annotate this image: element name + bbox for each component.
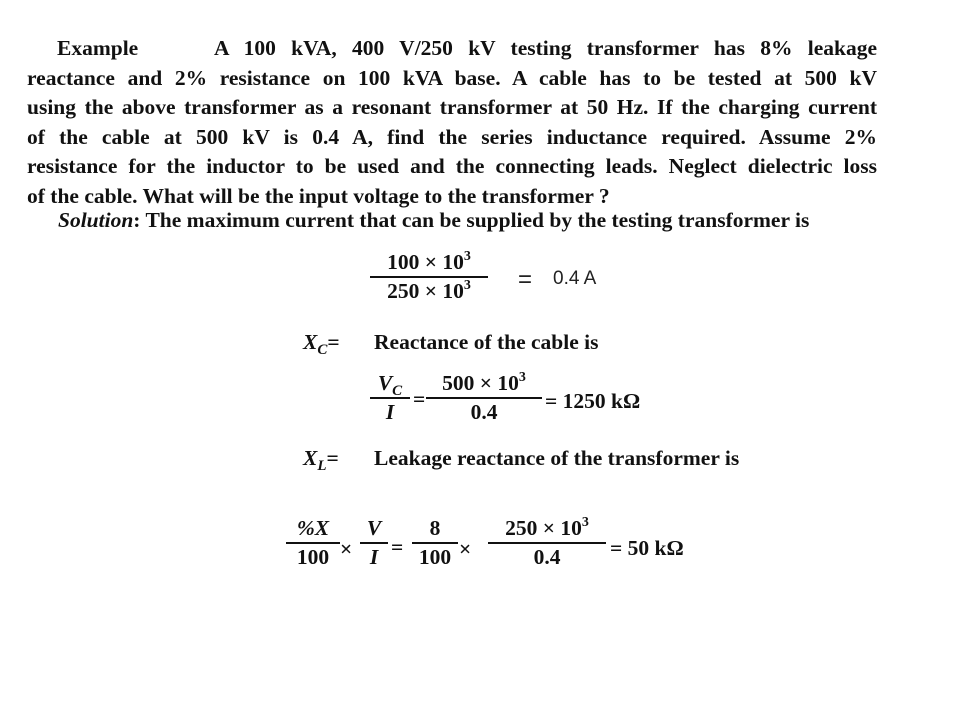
xl-description: Leakage reactance of the transformer is	[374, 446, 740, 470]
example-line-4: of the cable at 500 kV is 0.4 A, find the series inductance required. Assume 2%	[27, 124, 877, 149]
solution-label: Solution	[58, 208, 134, 232]
xc-result: = 1250 kΩ	[545, 389, 641, 413]
example-paragraph	[27, 34, 877, 211]
example-line-6: of the cable. What will be the input voltage to the transformer ?	[27, 183, 610, 208]
eq1-fraction	[370, 250, 488, 304]
eq3-fraction-percent-x: $\frac{\%X}{100}$	[286, 516, 340, 570]
eq3-times-2: ×	[459, 537, 472, 561]
eq1-result: 0.4 A	[553, 268, 597, 289]
example-line-2: reactance and 2% resistance on 100 kVA base. A cable has to be tested at 500 kV	[27, 65, 877, 90]
xc-equals: =	[413, 387, 426, 411]
solution-text: : The maximum current that can be supplied by the testing transformer is	[133, 208, 810, 232]
eq3-equals: =	[391, 535, 404, 559]
eq3-fraction-v-i: $\frac{V}{I}$	[360, 516, 388, 570]
xc-fraction-vc-i: $\frac{V_C}{I}$	[370, 371, 410, 425]
eq1-numerator: $100 \times 10^3$	[370, 250, 488, 278]
eq3-fraction-8-100: $\frac{8}{100}$	[412, 516, 458, 570]
example-line-1: Example A 100 kVA, 400 V/250 kV testing transformer has 8% leakage	[27, 34, 877, 64]
xc-symbol: $X_C=$	[303, 330, 340, 358]
example-heading: Example	[57, 36, 139, 60]
eq3-times-1: ×	[340, 537, 353, 561]
xc-description: Reactance of the cable is	[374, 330, 599, 354]
solution-line	[58, 208, 809, 233]
eq3-fraction-value: $\frac{250 \times 10^3}{0.4}$	[488, 516, 606, 570]
example-line-3: using the above transformer as a resonant transformer at 50 Hz. If the charging current	[27, 95, 877, 119]
example-line-5: resistance for the inductor to be used and the connecting leads. Neglect dielectric loss	[27, 154, 877, 178]
xl-symbol: $X_L=$	[303, 446, 339, 474]
eq1-equals: =	[518, 266, 533, 293]
eq3-result: = 50 kΩ	[610, 536, 684, 560]
eq1-denominator: $250 \times 10^3$	[387, 278, 471, 303]
xc-fraction-value: $\frac{500 \times 10^3}{0.4}$	[426, 371, 542, 425]
